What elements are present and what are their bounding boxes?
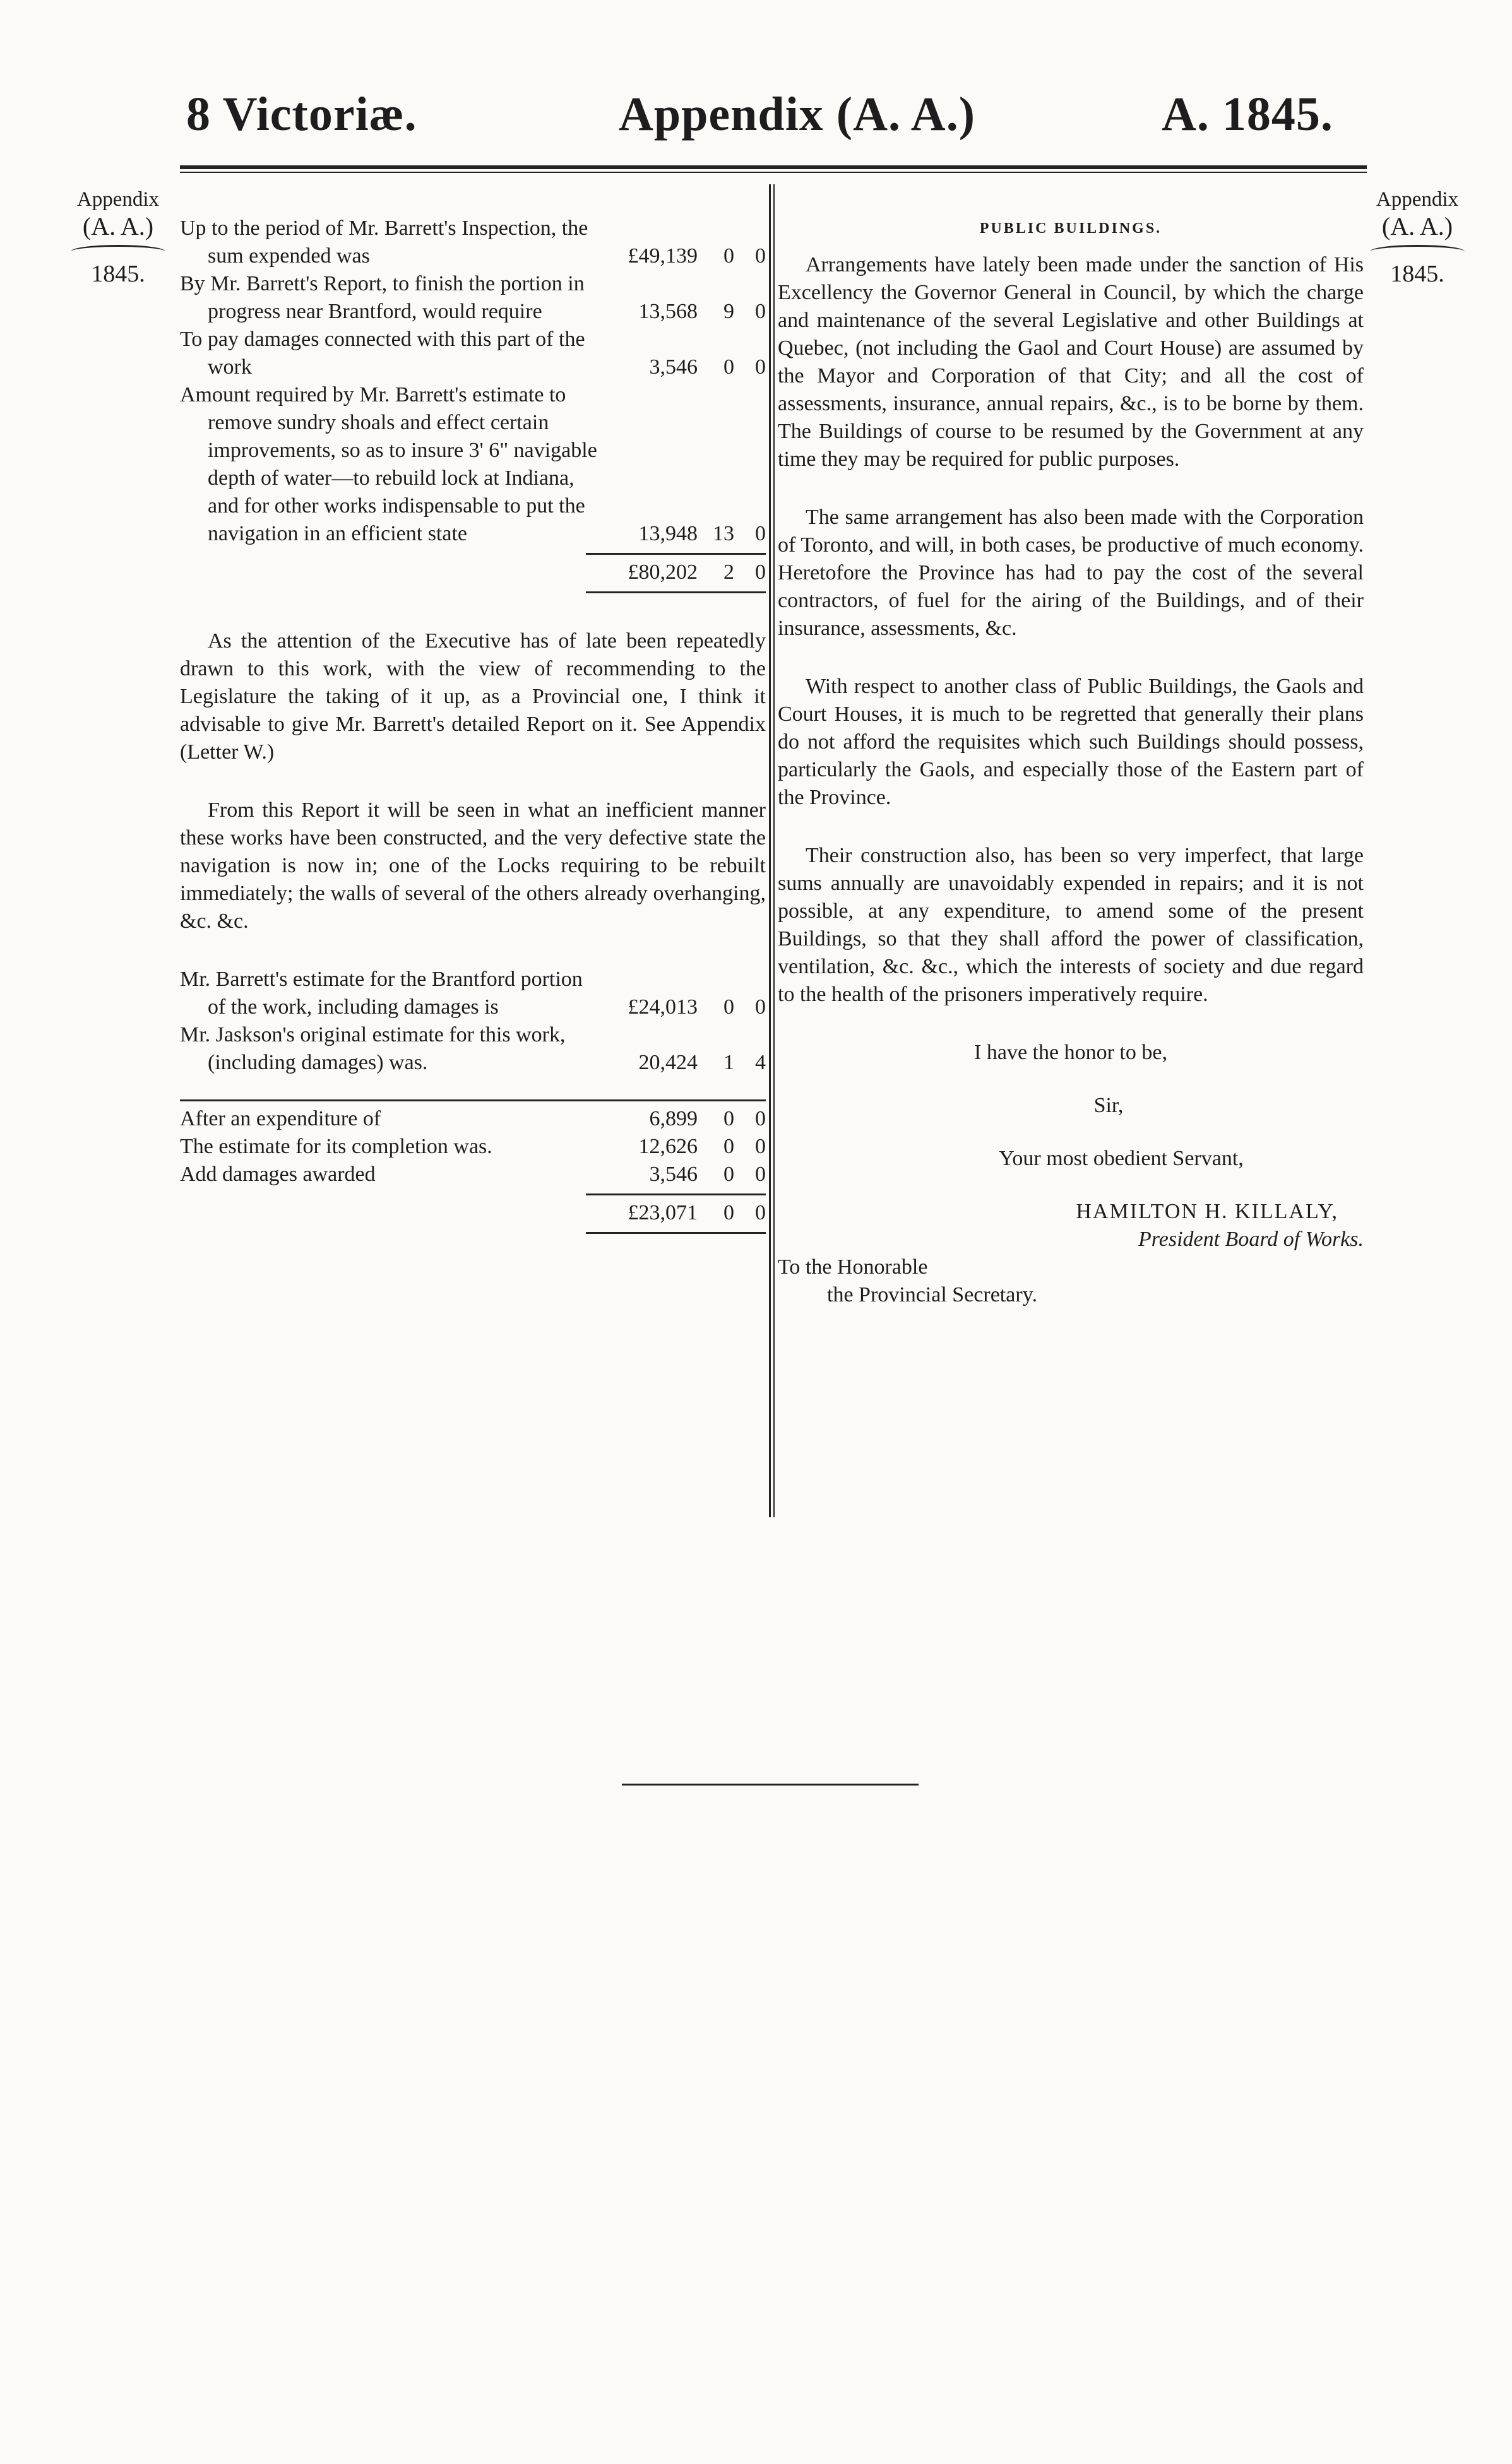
signature-title: President Board of Works. — [1138, 1228, 1364, 1251]
margin-brace — [71, 245, 165, 258]
header-rule-thick — [180, 165, 1367, 169]
ledger-desc: To pay damages connected with this part of the work — [180, 328, 585, 379]
ledger-total-shillings: 0 — [723, 1201, 734, 1224]
ledger-row — [180, 215, 766, 270]
ledger-desc: Up to the period of Mr. Barrett's Inspection, the sum expended was — [180, 216, 588, 268]
ledger-row — [180, 1105, 766, 1133]
margin-brace — [1370, 245, 1465, 258]
total-rule — [586, 553, 766, 555]
ledger-expenditure — [180, 1105, 766, 1234]
ledger-pence: 0 — [755, 355, 766, 379]
ledger-amount: 13,948 — [638, 522, 698, 545]
ledger-shillings: 0 — [723, 355, 734, 379]
ledger-amount: 20,424 — [638, 1051, 698, 1074]
ledger-total-amount: £80,202 — [628, 560, 698, 584]
ledger-desc: Amount required by Mr. Barrett's estimate to remove sundry shoals and effect certain improvements, so as to insure 3' 6" navigable depth of water—to rebuild lock at Indiana, and for other works indispensable to put the navigation in an efficient state — [180, 383, 597, 545]
ledger-shillings: 0 — [723, 1163, 734, 1186]
ledger-shillings: 1 — [723, 1051, 734, 1074]
ledger-desc: Add damages awarded — [180, 1163, 376, 1186]
total-rule — [586, 1232, 766, 1234]
paragraph-quebec-arrangement: Arrangements have lately been made under the sanction of His Excellency the Governor General in Council, by which the charge and maintenance of the several Legislative and other Buildings at Quebec, (not including the Gaol and Court House) are assumed by the Mayor and Corporation of that City; and all the cost of assessments, insurance, annual repairs, &c., is to be borne by them. The Buildings of course to be resumed by the Government at any time they may be required for public purposes. — [778, 253, 1364, 471]
ledger-amount: 3,546 — [649, 1163, 698, 1186]
margin-aa-label: (A. A.) — [82, 211, 154, 240]
closing-honor: I have the honor to be, — [974, 1041, 1167, 1064]
total-rule — [586, 591, 766, 593]
ledger-shillings: 0 — [723, 244, 734, 268]
ledger-pence: 0 — [755, 995, 766, 1019]
paragraph-executive-attention: As the attention of the Executive has of late been repeatedly drawn to this work, with the view of recommending to the Legislature the taking of it up, as a Provincial one, I think it advisable to give Mr. Barrett's detailed Report on it. See Appendix (Letter W.) — [180, 629, 766, 764]
ledger-total-shillings: 2 — [723, 560, 734, 584]
column-divider — [769, 184, 771, 1517]
address-line-2: the Provincial Secretary. — [827, 1283, 1037, 1306]
paragraph-toronto-arrangement: The same arrangement has also been made with the Corporation of Toronto, and will, in both cases, be productive of much economy. Heretofore the Province has had to pay the cost of the several contractors, of fuel for the airing of the Buildings, and of their insurance, assessments, &c. — [778, 506, 1364, 640]
margin-note-left — [71, 188, 165, 288]
ledger-shillings: 9 — [723, 300, 734, 323]
ledger-amount: 6,899 — [649, 1107, 698, 1130]
ledger-total — [180, 1199, 766, 1227]
ledger-row — [180, 1021, 766, 1077]
header-year: A. 1845. — [1162, 88, 1333, 141]
ledger-pence: 0 — [755, 1107, 766, 1130]
margin-year: 1845. — [91, 260, 145, 287]
ledger-total-pence: 0 — [755, 1201, 766, 1224]
closing-salutation: Sir, — [1093, 1094, 1124, 1117]
ledger-row — [180, 966, 766, 1021]
ledger-desc: Mr. Jaskson's original estimate for this work, (including damages) was. — [180, 1023, 566, 1074]
paragraph-report-findings: From this Report it will be seen in what an inefficient manner these works have been constructed, and the very defective state the navigation is now in; one of the Locks requiring to be rebuilt immediately; the walls of several of the others already overhanging, &c. &c. — [180, 798, 766, 933]
signature-name: HAMILTON H. KILLALY, — [1076, 1200, 1338, 1223]
ledger-estimates — [180, 966, 766, 1077]
end-rule — [622, 1784, 919, 1786]
ledger-row — [180, 1133, 766, 1161]
ledger-total-pence: 0 — [755, 560, 766, 584]
right-column — [778, 215, 1364, 1309]
ledger-pence: 0 — [755, 1163, 766, 1186]
ledger-total — [180, 559, 766, 586]
ledger-desc: After an expenditure of — [180, 1107, 381, 1130]
total-rule — [586, 1194, 766, 1195]
margin-appendix-label: Appendix — [76, 188, 160, 211]
section-title-public-buildings: PUBLIC BUILDINGS. — [979, 220, 1162, 237]
ledger-pence: 4 — [755, 1051, 766, 1074]
header-appendix: Appendix (A. A.) — [619, 88, 975, 141]
ledger-shillings: 0 — [723, 995, 734, 1019]
header-session: 8 Victoriæ. — [186, 88, 417, 141]
ledger-amount: 13,568 — [638, 300, 698, 323]
section-rule — [180, 1099, 766, 1101]
ledger-desc: By Mr. Barrett's Report, to finish the portion in progress near Brantford, would require — [180, 272, 585, 323]
ledger-row — [180, 326, 766, 381]
ledger-shillings: 0 — [723, 1135, 734, 1158]
ledger-amount: 12,626 — [638, 1135, 698, 1158]
ledger-row — [180, 270, 766, 326]
ledger-shillings: 13 — [713, 522, 734, 545]
ledger-amount: £24,013 — [628, 995, 698, 1019]
ledger-desc: Mr. Barrett's estimate for the Brantford portion of the work, including damages is — [180, 968, 583, 1019]
left-column — [180, 215, 766, 1238]
margin-note-right — [1370, 188, 1465, 288]
closing-servant: Your most obedient Servant, — [999, 1147, 1244, 1170]
ledger-amount: £49,139 — [628, 244, 698, 268]
ledger-pence: 0 — [755, 300, 766, 323]
paragraph-gaols-plans: With respect to another class of Public Buildings, the Gaols and Court Houses, it is much to be regretted that generally their plans do not afford the requisites which such Buildings should possess, particularly the Gaols, and especially those of the Eastern part of the Province. — [778, 675, 1364, 809]
ledger-amount: 3,546 — [649, 355, 698, 379]
column-divider-2 — [773, 184, 775, 1517]
ledger-pence: 0 — [755, 1135, 766, 1158]
margin-appendix-label: Appendix — [1376, 188, 1459, 211]
ledger-total-amount: £23,071 — [628, 1201, 698, 1224]
ledger-pence: 0 — [755, 244, 766, 268]
ledger-desc: The estimate for its completion was. — [180, 1135, 492, 1158]
ledger-row — [180, 381, 766, 548]
ledger-construction-costs — [180, 215, 766, 593]
ledger-row — [180, 1161, 766, 1188]
ledger-shillings: 0 — [723, 1107, 734, 1130]
ledger-pence: 0 — [755, 522, 766, 545]
margin-aa-label: (A. A.) — [1381, 211, 1453, 240]
paragraph-gaols-construction: Their construction also, has been so very imperfect, that large sums annually are unavoidably expended in repairs; and it is not possible, at any expenditure, to amend some of the present Buildings, so that they shall afford the power of classification, ventilation, &c. &c., which the interests of society and due regard to the health of the prisoners imperatively require. — [778, 844, 1364, 1006]
margin-year: 1845. — [1390, 260, 1444, 287]
address-line-1: To the Honorable — [778, 1255, 928, 1279]
header-rule-thin — [180, 172, 1367, 173]
